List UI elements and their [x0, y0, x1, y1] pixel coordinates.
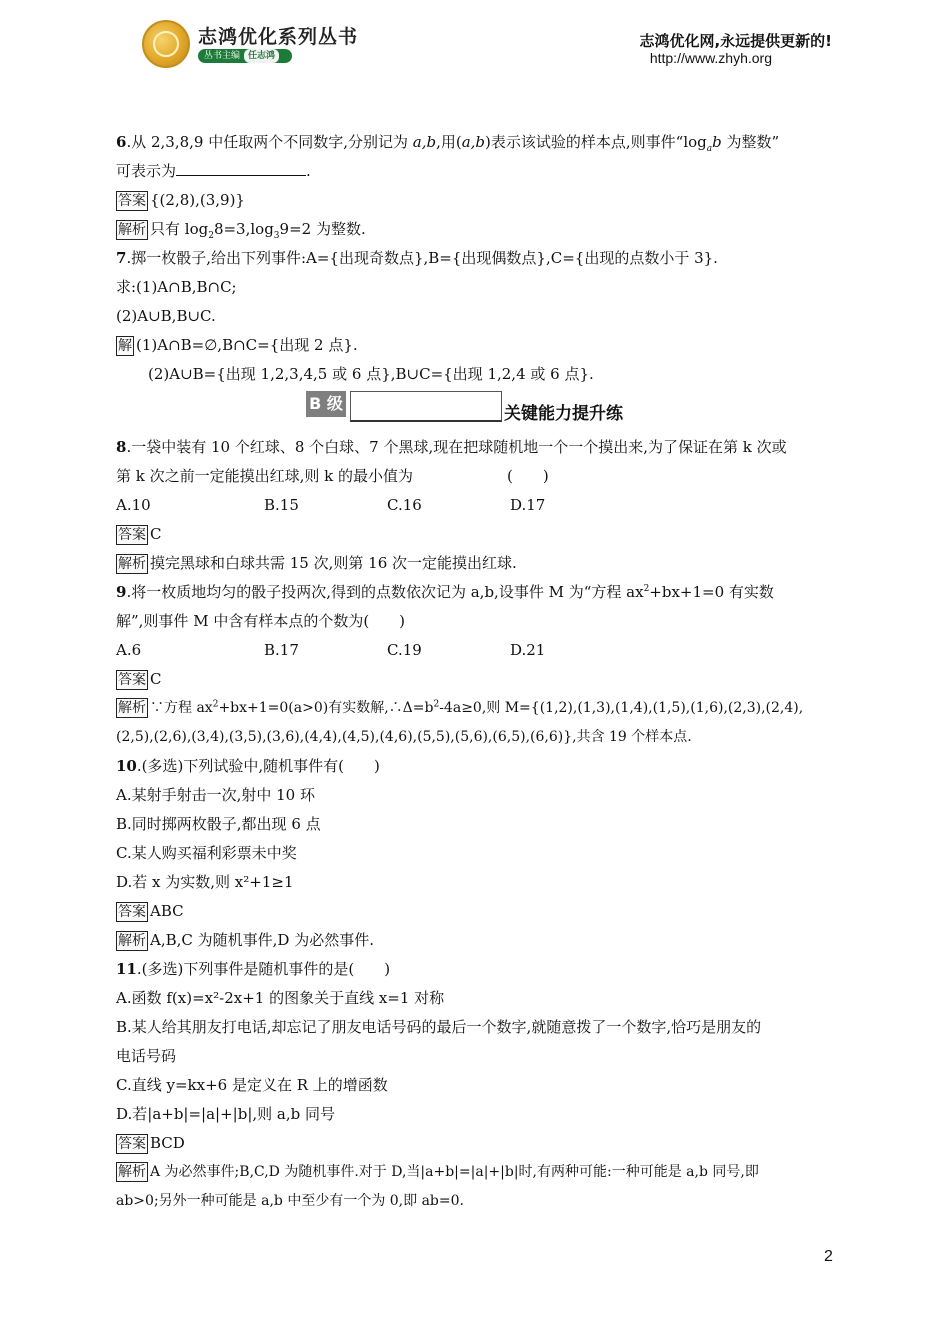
- q11-option-c: C.直线 y=kx+6 是定义在 R 上的增函数: [116, 1076, 388, 1094]
- q10-stem: 10.(多选)下列试验中,随机事件有( ): [116, 757, 380, 775]
- analysis-tag: 解析: [118, 700, 146, 716]
- q6-answer: 答案 {(2,8),(3,9)}: [118, 191, 245, 209]
- analysis-tag: 解析: [118, 222, 146, 238]
- page-header: [0, 0, 950, 80]
- q6-stem-line2: 可表示为 .: [116, 162, 311, 180]
- editor-tag: 丛书主编 任志鸿: [198, 49, 292, 63]
- q6-analysis: 解析 只有 $\log_28=3,\log_39=2$ 为整数.: [118, 220, 366, 241]
- level-title: 关键能力提升练: [504, 404, 623, 424]
- q8-analysis: 解析 摸完黑球和白球共需 15 次,则第 16 次一定能摸出红球.: [118, 554, 517, 572]
- answer-tag: 答案: [118, 672, 146, 688]
- q8-stem-line1: 8.一袋中装有 10 个红球、8 个白球、7 个黑球,现在把球随机地一个一个摸出来,为了保证在第 k 次或: [116, 438, 787, 456]
- q10-option-a: A.某射手射击一次,射中 10 环: [116, 786, 315, 804]
- q9-answer: 答案 C: [118, 670, 162, 688]
- q9-stem-line1: 9.将一枚质地均匀的骰子投两次,得到的点数依次记为 a,b,设事件 M 为“方程 $ax^2+bx+1=0$ 有实数: [116, 583, 774, 601]
- q11-answer: 答案 BCD: [118, 1134, 185, 1152]
- q8-stem-line2: 第 k 次之前一定能摸出红球,则 k 的最小值为 ( ): [116, 467, 549, 485]
- q8-options: A.10 B.15 C.16 D.17: [116, 496, 546, 514]
- q11-analysis-line1: 解析 A 为必然事件;B,C,D 为随机事件.对于 D,当|a+b|=|a|+|b|时,有两种可能:一种可能是 a,b 同号,即: [118, 1164, 759, 1180]
- header-url[interactable]: http://www.zhyh.org: [649, 50, 772, 66]
- q6-stem-line1: 6.从 2,3,8,9 中任取两个不同数字,分别记为 a,b,用(a,b)表示该试验的样本点,则事件“$\log_ab$ 为整数”: [116, 133, 780, 154]
- q11-option-b-line2: 电话号码: [116, 1047, 177, 1065]
- analysis-tag: 解析: [118, 556, 146, 572]
- answer-blank: [176, 161, 306, 176]
- answer-tag: 答案: [118, 904, 146, 920]
- q11-option-d: D.若|a+b|=|a|+|b|,则 a,b 同号: [116, 1105, 335, 1123]
- level-b-heading: [306, 391, 836, 435]
- q8-answer: 答案 C: [118, 525, 162, 543]
- level-box: [350, 391, 502, 422]
- q10-option-c: C.某人购买福利彩票未中奖: [116, 844, 297, 862]
- q11-stem: 11.(多选)下列事件是随机事件的是( ): [116, 960, 391, 978]
- q10-answer: 答案 ABC: [118, 902, 184, 920]
- q11-option-a: A.函数 f(x)=x²-2x+1 的图象关于直线 x=1 对称: [116, 989, 445, 1007]
- analysis-tag: 解析: [118, 933, 146, 949]
- q7-solution2: (2)A∪B={出现 1,2,3,4,5 或 6 点},B∪C={出现 1,2,4 或 6 点}.: [148, 365, 594, 383]
- solution-tag: 解: [118, 338, 132, 354]
- q7-ask2: (2)A∪B,B∪C.: [116, 307, 216, 325]
- publisher-logo: [142, 20, 190, 68]
- analysis-tag: 解析: [118, 1164, 146, 1180]
- answer-tag: 答案: [118, 193, 146, 209]
- q7-solution1: 解 (1)A∩B=∅,B∩C={出现 2 点}.: [118, 336, 358, 354]
- page-number: 2: [824, 1248, 833, 1265]
- q10-option-b: B.同时掷两枚骰子,都出现 6 点: [116, 815, 321, 833]
- q9-stem-line2: 解”,则事件 M 中含有样本点的个数为( ): [116, 612, 406, 630]
- header-slogan: 志鸿优化网,永远提供更新的!: [639, 32, 832, 50]
- document-body: [116, 130, 836, 1218]
- q9-options: A.6 B.17 C.19 D.21: [116, 641, 546, 659]
- q11-option-b-line1: B.某人给其朋友打电话,却忘记了朋友电话号码的最后一个数字,就随意拨了一个数字,恰巧是朋友的: [116, 1018, 762, 1036]
- q11-analysis-line2: ab>0;另外一种可能是 a,b 中至少有一个为 0,即 ab=0.: [116, 1193, 464, 1209]
- q7-stem: 7.掷一枚骰子,给出下列事件:A={出现奇数点},B={出现偶数点},C={出现的点数小于 3}.: [116, 249, 718, 267]
- q10-option-d: D.若 x 为实数,则 x²+1≥1: [116, 873, 294, 891]
- q9-analysis-line2: (2,5),(2,6),(3,4),(3,5),(3,6),(4,4),(4,5),(4,6),(5,5),(5,6),(6,5),(6,6)},共含 19 个样本点.: [116, 729, 692, 745]
- q9-analysis-line1: 解析 ∵方程 $ax^2+bx+1=0(a>0)$有实数解$,\therefore\Delta=b^2-4a\ge 0$,则 M={(1,2),(1,3),(1,4),(1,5),(1,6),(2,3),(2,4),: [118, 699, 804, 716]
- level-badge: B 级: [306, 391, 346, 417]
- q10-analysis: 解析 A,B,C 为随机事件,D 为必然事件.: [118, 931, 374, 949]
- answer-tag: 答案: [118, 1136, 146, 1152]
- series-title: 志鸿优化系列丛书: [198, 26, 359, 48]
- q7-ask1: 求:(1)A∩B,B∩C;: [116, 278, 237, 296]
- answer-tag: 答案: [118, 527, 146, 543]
